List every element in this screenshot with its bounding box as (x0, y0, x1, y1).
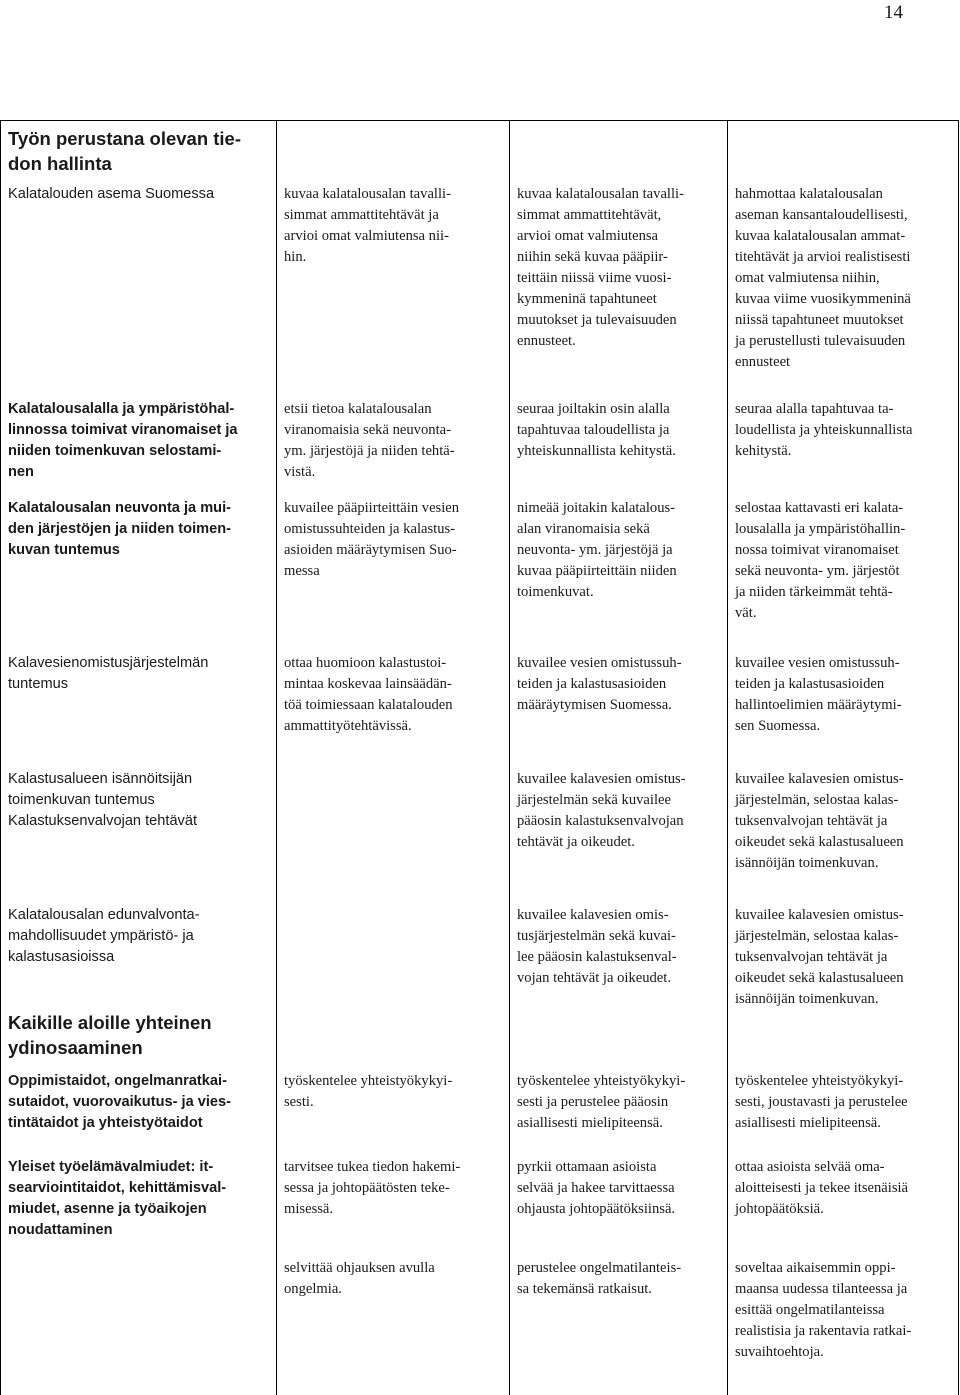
row-topic: Kalavesienomistusjärjestelmän tuntemus (8, 655, 209, 692)
criteria-good: kuvailee kalavesien omis- tusjärjestelmän sekä kuvai- lee pääosin kalastuksenval- vojan tehtävät ja oikeudet. (517, 907, 677, 986)
row-topic: Kalatalousalalla ja ympäristöhal- linnossa toimivat viranomaiset ja niiden toimenkuvan selostami- nen (8, 401, 238, 480)
criteria-good: nimeää joitakin kalatalous- alan viranomaisia sekä neuvonta- ym. järjestöjä ja kuvaa pääpiirteittäin niiden toimenkuvat. (517, 500, 677, 600)
section-heading-core: Kaikille aloille yhteinen ydinosaaminen (8, 1012, 212, 1058)
column-divider (276, 120, 277, 1395)
criteria-table (0, 120, 960, 1395)
section-heading-knowledge: Työn perustana olevan tie- don hallinta (8, 128, 242, 174)
criteria-good: perustelee ongelmatilanteis- sa tekemänsä ratkaisut. (517, 1260, 682, 1297)
criteria-good: kuvaa kalatalousalan tavalli- simmat ammattitehtävät, arvioi omat valmiutensa niihin sekä kuvaa pääpiir- teittäin niissä viime vuosi- kymmeninä tapahtuneet muutokset ja tulevaisuuden ennusteet. (517, 186, 684, 349)
row-topic: Kalastusalueen isännöitsijän toimenkuvan tuntemus Kalastuksenvalvojan tehtävät (8, 771, 198, 829)
criteria-satisfactory: tarvitsee tukea tiedon hakemi- sessa ja johtopäätösten teke- misessä. (284, 1159, 461, 1217)
criteria-excellent: kuvailee kalavesien omistus- järjestelmän, selostaa kalas- tuksenvalvojan tehtävät ja oikeudet sekä kalastusalueen isännöijän toimenkuvan. (735, 771, 904, 871)
row-topic: Oppimistaidot, ongelmanratkai- sutaidot, vuorovaikutus- ja vies- tintätaidot ja yhteistyötaidot (8, 1073, 232, 1131)
criteria-excellent: työskentelee yhteistyökykyi- sesti, joustavasti ja perustelee asiallisesti mielipiteensä. (735, 1073, 908, 1131)
table-border-left (0, 120, 1, 1395)
criteria-satisfactory: työskentelee yhteistyökykyi- sesti. (284, 1073, 453, 1110)
row-topic: Kalatalouden asema Suomessa (8, 186, 215, 202)
row-topic: Kalatalousalan neuvonta ja mui- den järjestöjen ja niiden toimen- kuvan tuntemus (8, 500, 232, 558)
criteria-good: työskentelee yhteistyökykyi- sesti ja perustelee pääosin asiallisesti mielipiteensä. (517, 1073, 686, 1131)
criteria-excellent: selostaa kattavasti eri kalata- lousalalla ja ympäristöhallin- nossa toimivat viranomaiset sekä neuvonta- ym. järjestöt ja niiden tärkeimmät tehtä- vät. (735, 500, 906, 621)
criteria-satisfactory: kuvailee pääpiirteittäin vesien omistussuhteiden ja kalastus- asioiden määräytymisen Suo- messa (284, 500, 460, 579)
criteria-satisfactory: ottaa huomioon kalastustoi- mintaa koskevaa lainsäädän- töä toimiessaan kalatalouden ammattityötehtävissä. (284, 655, 453, 734)
criteria-good: pyrkii ottamaan asioista selvää ja hakee tarvittaessa ohjausta johtopäätöksiinsä. (517, 1159, 676, 1217)
table-border-top (0, 120, 959, 121)
criteria-excellent: kuvailee vesien omistussuh- teiden ja kalastusasioiden hallintoelimien määräytymi- sen Suomessa. (735, 655, 902, 734)
criteria-good: kuvailee vesien omistussuh- teiden ja kalastusasioiden määräytymisen Suomessa. (517, 655, 682, 713)
criteria-satisfactory: etsii tietoa kalatalousalan viranomaisia sekä neuvonta- ym. järjestöjä ja niiden tehtä- vistä. (284, 401, 455, 480)
criteria-satisfactory: kuvaa kalatalousalan tavalli- simmat ammattitehtävät ja arvioi omat valmiutensa nii- hin. (284, 186, 451, 265)
column-divider (509, 120, 510, 1395)
criteria-good: seuraa joiltakin osin alalla tapahtuvaa taloudellista ja yhteiskunnallista kehitystä. (517, 401, 676, 459)
column-divider (727, 120, 728, 1395)
criteria-excellent: ottaa asioista selvää oma- aloitteisesti ja tekee itsenäisiä johtopäätöksiä. (735, 1159, 909, 1217)
criteria-excellent: kuvailee kalavesien omistus- järjestelmän, selostaa kalas- tuksenvalvojan tehtävät ja oikeudet sekä kalastusalueen isännöijän toimenkuvan. (735, 907, 904, 1007)
criteria-satisfactory: selvittää ohjauksen avulla ongelmia. (284, 1260, 435, 1297)
criteria-excellent: seuraa alalla tapahtuvaa ta- loudellista ja yhteiskunnallista kehitystä. (735, 401, 913, 459)
row-topic: Kalatalousalan edunvalvonta- mahdollisuudet ympäristö- ja kalastusasioissa (8, 907, 200, 965)
row-topic: Yleiset työelämävalmiudet: it- searviointitaidot, kehittämisval- miudet, asenne ja työaikojen noudattaminen (8, 1159, 227, 1238)
page-number: 14 (884, 2, 903, 23)
criteria-good: kuvailee kalavesien omistus- järjestelmän sekä kuvailee pääosin kalastuksenvalvojan tehtävät ja oikeudet. (517, 771, 686, 850)
criteria-excellent: hahmottaa kalatalousalan aseman kansantaloudellisesti, kuvaa kalatalousalan ammat- titehtävät ja arvioi realistisesti omat valmiutensa niihin, kuvaa viime vuosikymmeninä niissä tapahtuneet muutokset ja perustellusti tulevaisuuden ennusteet (735, 186, 911, 370)
criteria-excellent: soveltaa aikaisemmin oppi- maansa uudessa tilanteessa ja esittää ongelmatilanteissa realistisia ja rakentavia ratkai- suvaihtoehtoja. (735, 1260, 912, 1360)
table-border-right (958, 120, 959, 1395)
